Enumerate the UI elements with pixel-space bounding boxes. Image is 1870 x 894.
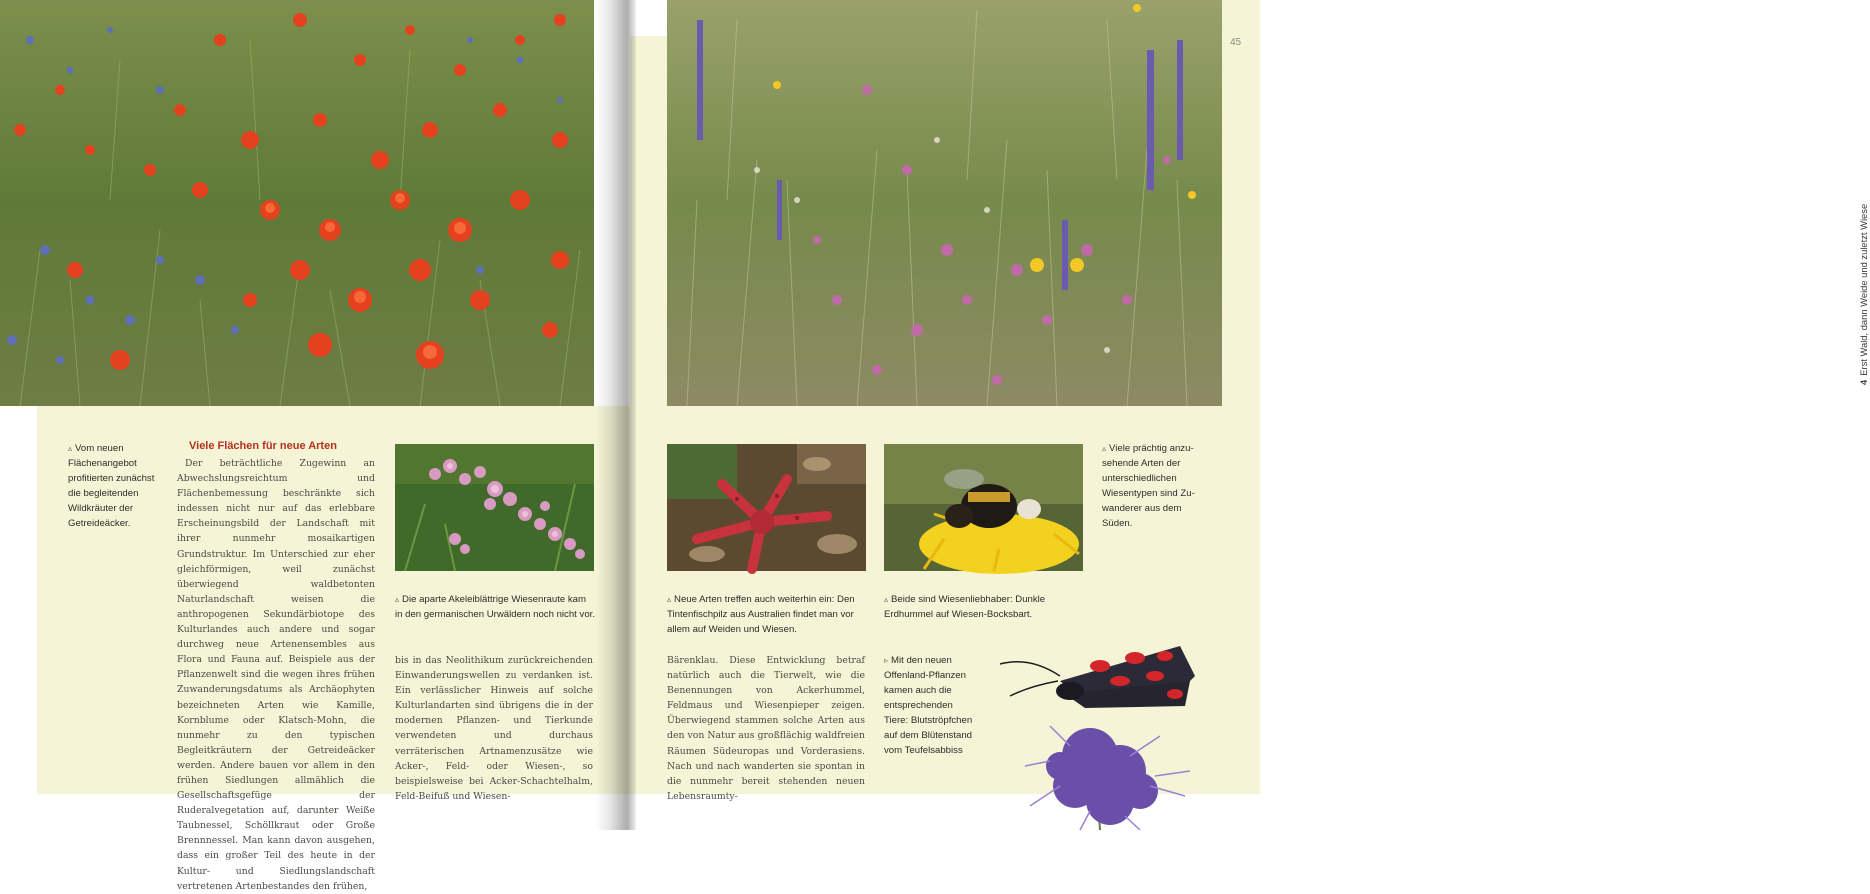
triangle-up-icon: ▵ [1102, 444, 1107, 453]
right-page [630, 0, 1869, 830]
octopus-stinkhorn-photo [667, 444, 866, 571]
burnet-moth-cutout [990, 636, 1210, 830]
page-number: 45 [1230, 37, 1242, 48]
caption-meadow-rue: ▵ Die aparte Akeleiblättrige Wiesenraute kam in den germanischen Urwäldern noch nicht vor. [395, 594, 595, 620]
triangle-right-icon: ▹ [884, 656, 889, 665]
section-heading: Viele Flächen für neue Arten [189, 440, 337, 452]
body-text-column-3: Bärenklau. Diese Entwicklung betraf natürlich auch die Tierwelt, wie die Benennungen von Ackerhummel, Feldmaus und Wiesenpieper zeigen. Überwiegend stammen solche Arten aus den von Natur aus großflächig waldfreien Räumen Südeuropas und Vorderasiens. Nach und nach wanderten sie spontan in die nunmehr bereit stehenden neuen Lebensraumty- [667, 655, 865, 802]
chapter-number: 4 [1858, 379, 1869, 385]
chapter-title: Erst Wald, dann Weide und zuletzt Wiese [1858, 203, 1869, 376]
running-head [1858, 203, 1870, 385]
triangle-up-icon: ▵ [68, 444, 73, 453]
triangle-up-icon: ▵ [395, 595, 400, 604]
caption-bumblebee: ▵ Beide sind Wiesenliebhaber: Dunkle Erdhummel auf Wiesen-Bocksbart. [884, 594, 1046, 620]
book-gutter-shadow [596, 0, 636, 830]
wild-meadow-photo [667, 0, 1222, 406]
triangle-up-icon: ▵ [667, 595, 672, 604]
caption-fungus: ▵ Neue Arten treffen auch weiterhin ein: Den Tintenfischpilz aus Australien findet man vor allem auf Weiden und Wiesen. [667, 594, 855, 635]
triangle-up-icon: ▵ [884, 595, 889, 604]
caption-meadow: ▵ Viele prächtig anzusehende Arten der unterschiedlichen Wiesentypen sind Zuwanderer aus dem Süden. [1102, 443, 1195, 529]
caption-poppy: ▵ Vom neuen Flächenangebot profitierten zunächst die begleitenden Wildkräuter der Getreideäcker. [68, 443, 155, 529]
body-text-column-1: Der beträchtliche Zugewinn an Abwechslungsreichtum und Flächenbemessung beschränkte sich indessen nicht nur auf das erlebbare Erscheinungsbild der Landschaft mit ihrer nunmehr mosaikartigen Grundstruktur. Im Unterschied zur eher gleichförmigen, weil zunächst überwiegend waldbetonten Naturlandschaft weisen die anthropogenen Sekundärbiotope des Kulturlandes auch andere und sogar durchweg neue Artenensembles aus Flora und Fauna auf. Beispiele aus der Pflanzenwelt sind die wegen ihres frühen Zuwanderungsdatums als Archäophyten bezeichneten Arten wie Kamille, Kornblume oder Klatsch-Mohn, die nunmehr zu den typischen Begleitkräutern der Getreideäcker werden. Andere bauen vor allem in den frühen Siedlungen allmählich die Gesellschaftsgefüge der Ruderalvegetation auf, darunter Weiße Taubnessel, Schöllkraut oder Große Brennnessel. Man kann davon ausgehen, dass ein großer Teil des heute in der Kultur- und Siedlungslandschaft vertretenen Artenbestandes den frühen, [177, 458, 375, 892]
right-margin-panel [1222, 0, 1260, 794]
poppy-field-photo [0, 0, 594, 406]
body-text-column-2: bis in das Neolithikum zurückreichenden Einwanderungswellen zu verdanken ist. Ein verlässlicher Hinweis auf solche Kulturlandarten sind übrigens die in der modernen Pflanzen- und Tierkunde verwendeten und durchaus verräterischen Artnamenzusätze wie Acker-, Feld- oder Wiesen-, so beispielsweise bei Acker-Schachtelhalm, Feld-Beifuß und Wiesen- [395, 655, 593, 802]
meadow-rue-photo [395, 444, 594, 571]
bumblebee-photo [884, 444, 1083, 571]
left-page [0, 0, 630, 892]
caption-burnet-moth: ▹ Mit den neuen Offenland-Pflanzen kamen auch die entsprechenden Tiere: Blutströpfchen auf dem Blütenstand vom Teufelsabbiss [884, 655, 973, 756]
